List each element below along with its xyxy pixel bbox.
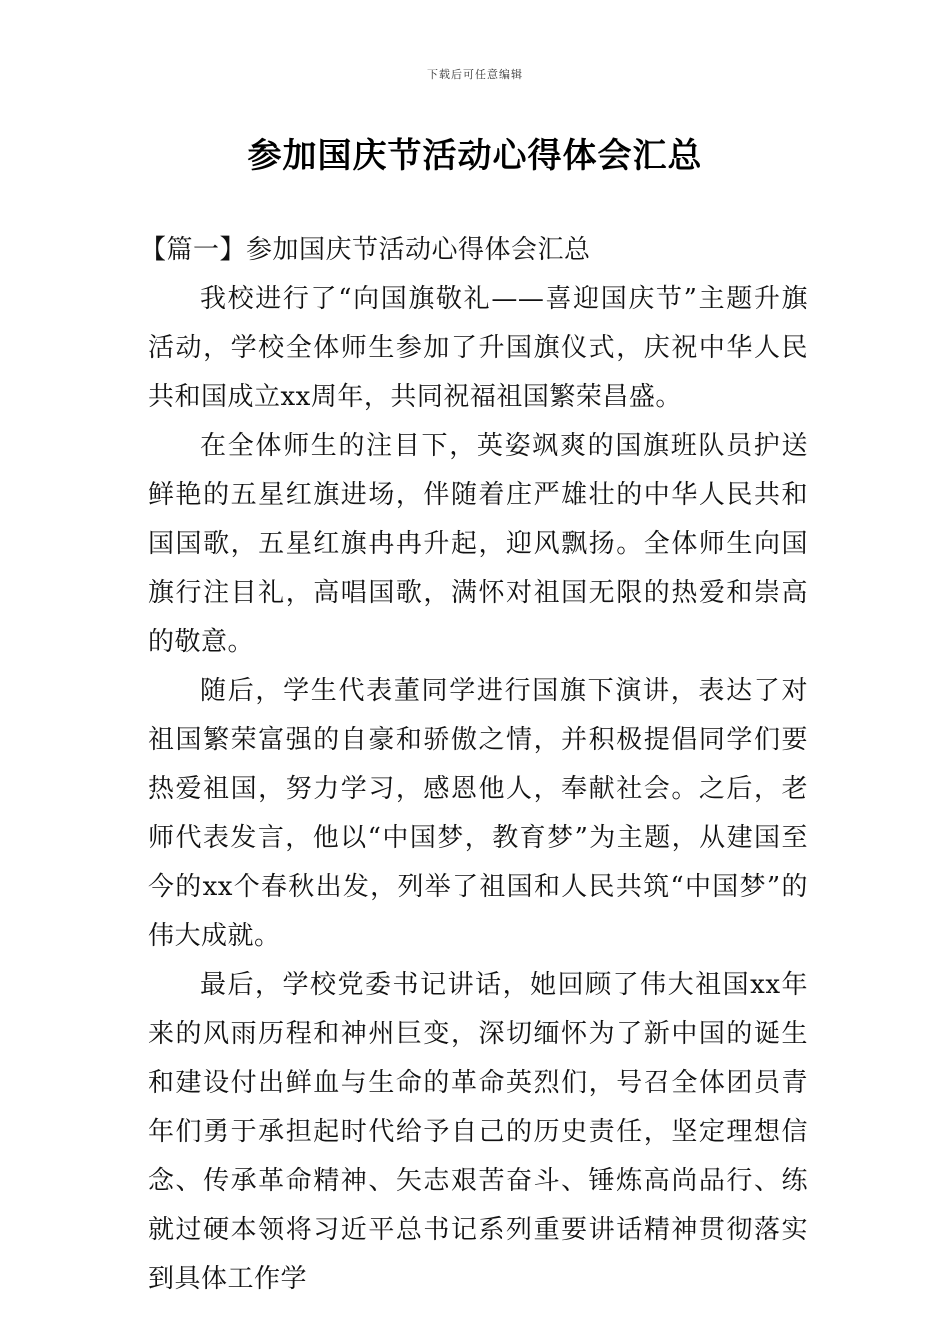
page-header-note: 下载后可任意编辑 — [427, 68, 523, 81]
body-paragraph: 最后，学校党委书记讲话，她回顾了伟大祖国xx年来的风雨历程和神州巨变，深切缅怀为了新中国的诞生和建设付出鲜血与生命的革命英烈们，号召全体团员青年们勇于承担起时代给予自己的历史责任，坚定理想信念、传承革命精神、矢志艰苦奋斗、锤炼高尚品行、练就过硬本领将习近平总书记系列重要讲话精神贯彻落实到具体工作学 — [148, 970, 808, 1294]
section-heading: 【篇一】参加国庆节活动心得体会汇总 — [140, 235, 591, 265]
body-paragraph: 在全体师生的注目下，英姿飒爽的国旗班队员护送鲜艳的五星红旗进场，伴随着庄严雄壮的中华人民共和国国歌，五星红旗冉冉升起，迎风飘扬。全体师生向国旗行注目礼，高唱国歌，满怀对祖国无限的热爱和崇高的敬意。 — [148, 431, 808, 657]
body-paragraph: 我校进行了“向国旗敬礼——喜迎国庆节”主题升旗活动，学校全体师生参加了升国旗仪式，庆祝中华人民共和国成立xx周年，共同祝福祖国繁荣昌盛。 — [148, 284, 808, 412]
document-title: 参加国庆节活动心得体会汇总 — [247, 136, 703, 176]
body-paragraph: 随后，学生代表董同学进行国旗下演讲，表达了对祖国繁荣富强的自豪和骄傲之情，并积极提倡同学们要热爱祖国，努力学习，感恩他人，奉献社会。之后，老师代表发言，他以“中国梦，教育梦”为主题，从建国至今的xx个春秋出发，列举了祖国和人民共筑“中国梦”的伟大成就。 — [148, 676, 808, 951]
document-body — [140, 226, 808, 1304]
